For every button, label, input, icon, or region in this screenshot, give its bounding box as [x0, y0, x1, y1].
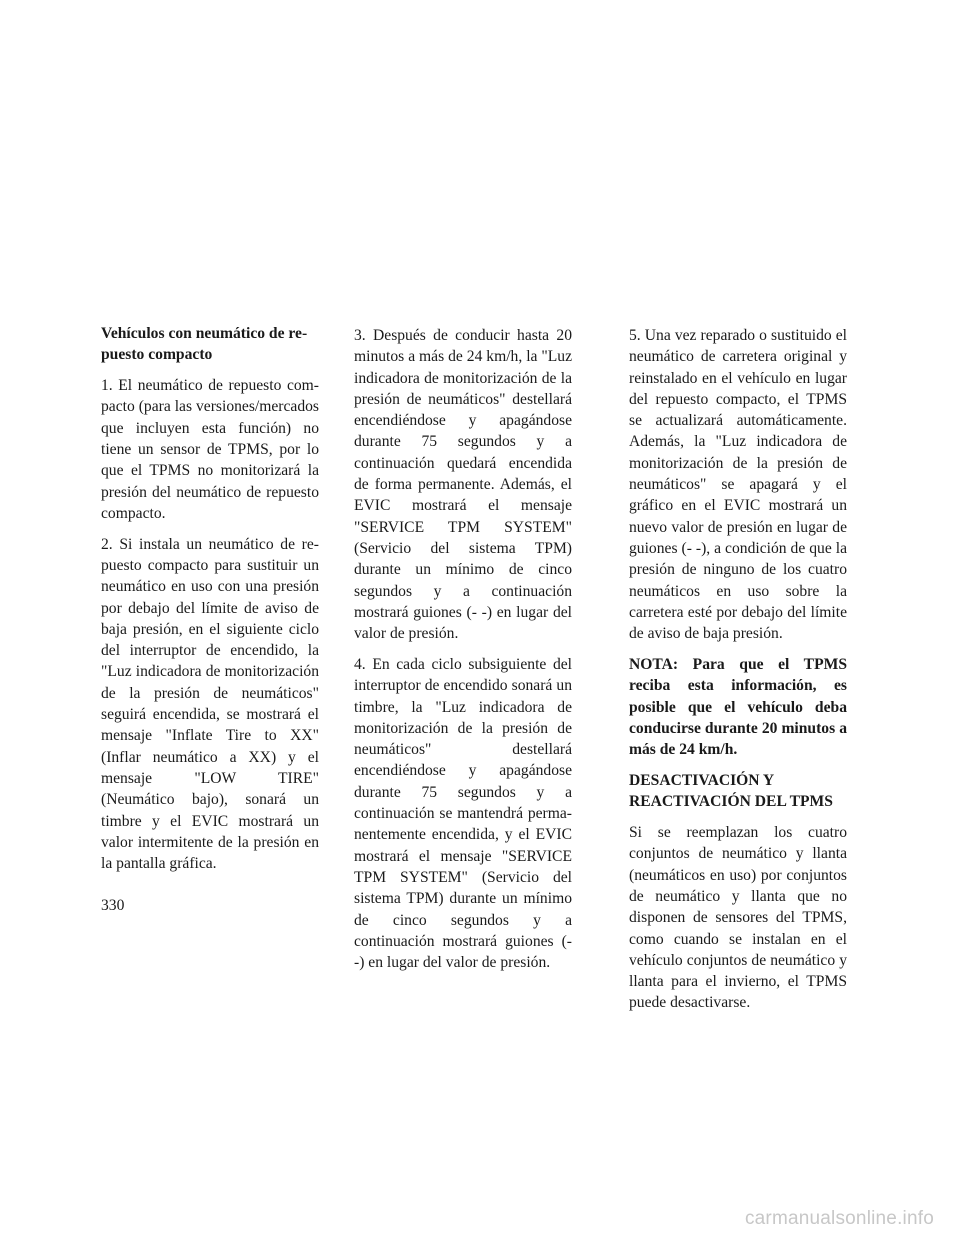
- text-column-left: [101, 323, 319, 884]
- section-title-line-1: DESACTIVACIÓN Y: [629, 771, 775, 789]
- section-title-tpms: [629, 770, 847, 813]
- page-number: 330: [101, 897, 125, 914]
- paragraph-4: 4. En cada ciclo subsiguiente del interruptor de encendido sonará un timbre, la "Luz indicadora de monitorización de la presión de neumáticos" destellará encendiéndose y apagándose durante 75 segundos y a continuación se mantendrá permanentemente encendida, y el EVIC mostrará el mensaje "SERVICE TPM SYSTEM" (Servicio del sistema TPM) durante un mínimo de cinco segundos y a continuación mostrará guiones (- -) en lugar del valor de presión.: [354, 655, 572, 972]
- paragraph-3: 3. Después de conducir hasta 20 minutos a más de 24 km/h, la "Luz indicadora de monitorización de la presión de neumáticos" destellará encendiéndose y apagándose durante 75 segundos y a continuación quedará encendida de forma permanente. Además, el EVIC mostrará el mensaje "SERVICE TPM SYSTEM" (Servicio del sistema TPM) durante un mínimo de cinco segundos y a continuación mostrará guiones (- -) en lugar del valor de presión.: [354, 327, 572, 643]
- section-title-line-2: REACTIVACIÓN DEL TPMS: [629, 793, 833, 811]
- paragraph-2: 2. Si instala un neumático de repuesto compacto para sustituir un neumático en uso con una presión por debajo del límite de aviso de baja presión, en el siguiente ciclo del interruptor de encendido, la "Luz indicadora de monitorización de la presión de neumáticos" seguirá encendida, se mostrará el mensaje "Inflate Tire to XX" (Inflar neumático a XX) y el mensaje "LOW TIRE" (Neumático bajo), sonará un timbre y el EVIC mostrará un valor intermitente de la presión en la pantalla gráfica.: [101, 535, 319, 873]
- note-paragraph: NOTA: Para que el TPMS reciba esta información, es posible que el vehículo deba conducirse durante 20 minutos a más de 24 km/h.: [629, 655, 847, 759]
- text-column-right: [629, 325, 847, 1023]
- paragraph-1: 1. El neumático de repuesto compacto (para las versiones/mercados que incluyen esta función) no tiene un sensor de TPMS, por lo que el TPMS no monitorizará la presión del neumático de repuesto compacto.: [101, 377, 319, 522]
- section-heading-compact-spare: Vehículos con neumático de repuesto compacto: [101, 325, 308, 364]
- text-column-middle: [354, 325, 572, 983]
- paragraph-5: 5. Una vez reparado o sustituido el neumático de carretera original y reinstalado en el vehículo en lugar del repuesto compacto, el TPMS se actualizará automáticamente. Además, la "Luz indicadora de monitorización de la presión de neumáticos" se apagará y el gráfico en el EVIC mostrará un nuevo valor de presión en lugar de guiones (- -), a condición de que la presión de ninguno de los cuatro neumáticos en uso sobre la carretera esté por debajo del límite de aviso de baja presión.: [629, 327, 847, 643]
- paragraph-6: Si se reemplazan los cuatro conjuntos de neumático y llanta (neumáticos en uso) por conjuntos de neumático y llanta que no disponen de sensores del TPMS, como cuando se instalan en el vehículo conjuntos de neumático y llanta para el invierno, el TPMS puede desactivarse.: [629, 824, 847, 1012]
- watermark-text: carmanualsonline.info: [744, 1208, 934, 1229]
